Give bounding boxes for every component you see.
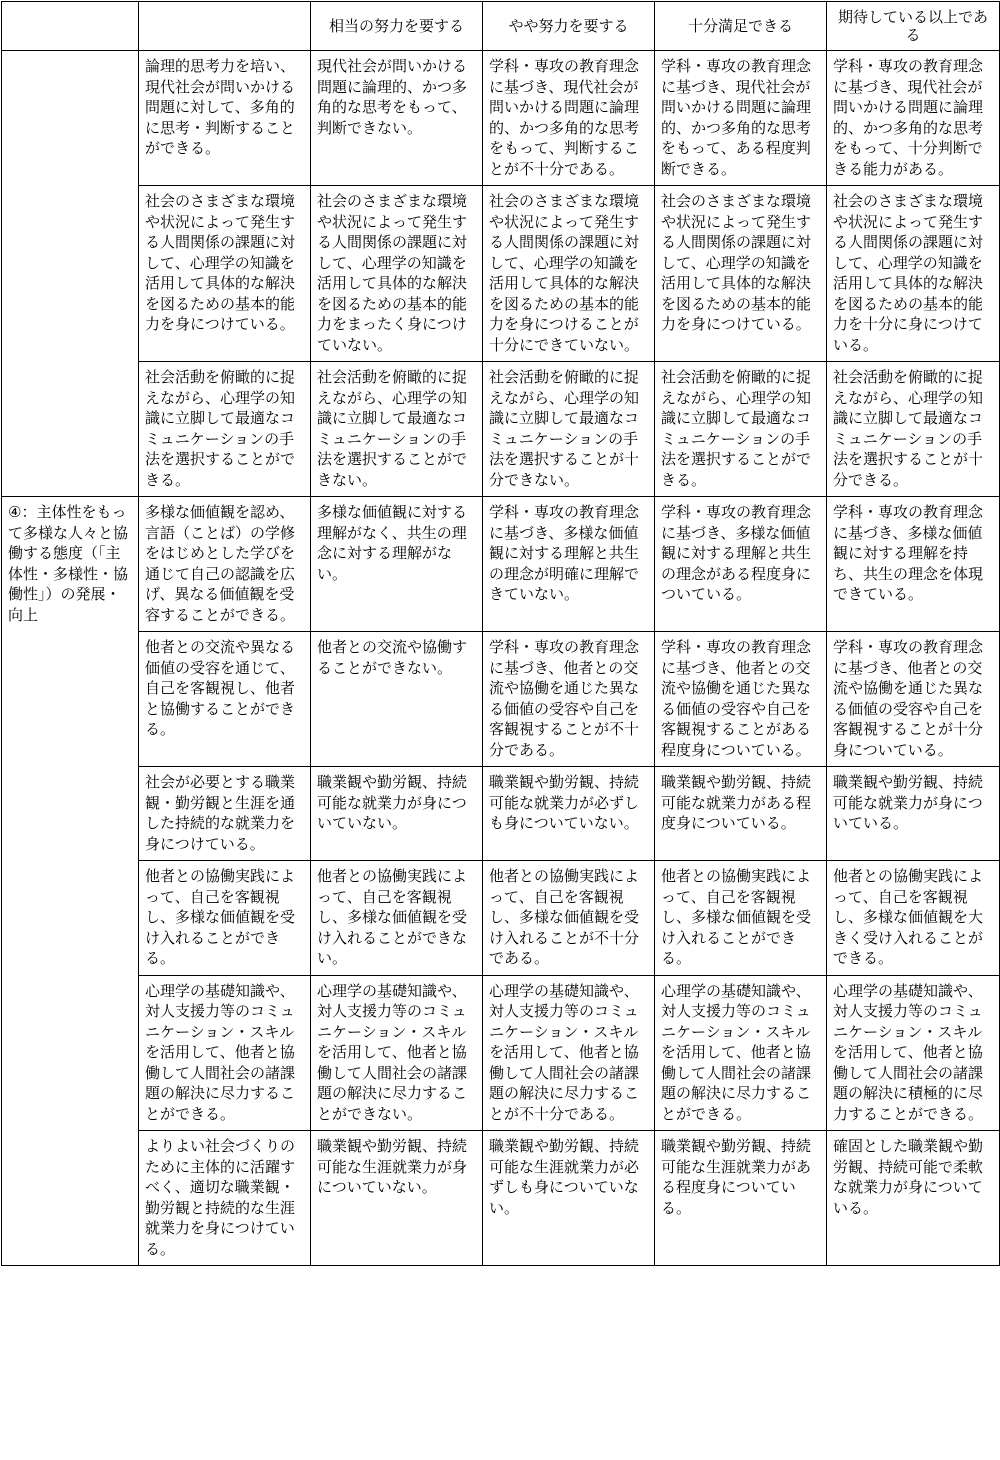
criterion-cell: 論理的思考力を培い、現代社会が問いかける問題に対して、多角的に思考・判断することができる。 bbox=[139, 51, 311, 186]
level-1-cell: 職業観や勤労観、持続可能な就業力が身についていない。 bbox=[311, 767, 483, 861]
criterion-cell: 社会のさまざまな環境や状況によって発生する人間関係の課題に対して、心理学の知識を活用して具体的な解決を図るための基本的能力を身につけている。 bbox=[139, 186, 311, 362]
rubric-table bbox=[1, 1, 1000, 1266]
level-4-cell: 職業観や勤労観、持続可能な就業力が身についている。 bbox=[827, 767, 1000, 861]
level-2-cell: 学科・専攻の教育理念に基づき、他者との交流や協働を通じた異なる価値の受容や自己を客観視することが不十分である。 bbox=[483, 632, 655, 767]
level-4-cell: 他者との協働実践によって、自己を客観視し、多様な価値観を大きく受け入れることができる。 bbox=[827, 861, 1000, 976]
level-4-cell: 学科・専攻の教育理念に基づき、他者との交流や協働を通じた異なる価値の受容や自己を客観視することが十分身についている。 bbox=[827, 632, 1000, 767]
header-level-2: やや努力を要する bbox=[483, 2, 655, 51]
level-1-cell: 多様な価値観に対する理解がなく、共生の理念に対する理解がない。 bbox=[311, 497, 483, 632]
level-3-cell: 心理学の基礎知識や、対人支援力等のコミュニケーション・スキルを活用して、他者と協働して人間社会の諸課題の解決に尽力することができる。 bbox=[655, 975, 827, 1131]
level-3-cell: 社会活動を俯瞰的に捉えながら、心理学の知識に立脚して最適なコミュニケーションの手法を選択することができる。 bbox=[655, 362, 827, 497]
criterion-cell: 社会が必要とする職業観・勤労観と生涯を通した持続的な就業力を身につけている。 bbox=[139, 767, 311, 861]
level-3-cell: 学科・専攻の教育理念に基づき、他者との交流や協働を通じた異なる価値の受容や自己を客観視することがある程度身についている。 bbox=[655, 632, 827, 767]
table-row bbox=[2, 186, 1000, 362]
level-3-cell: 社会のさまざまな環境や状況によって発生する人間関係の課題に対して、心理学の知識を活用して具体的な解決を図るための基本的能力を身につけている。 bbox=[655, 186, 827, 362]
level-3-cell: 学科・専攻の教育理念に基づき、現代社会が問いかける問題に論理的、かつ多角的な思考をもって、ある程度判断できる。 bbox=[655, 51, 827, 186]
table-row bbox=[2, 1131, 1000, 1266]
header-level-4: 期待している以上である bbox=[827, 2, 1000, 51]
level-4-cell: 学科・専攻の教育理念に基づき、現代社会が問いかける問題に論理的、かつ多角的な思考をもって、十分判断できる能力がある。 bbox=[827, 51, 1000, 186]
level-1-cell: 社会のさまざまな環境や状況によって発生する人間関係の課題に対して、心理学の知識を活用して具体的な解決を図るための基本的能力をまったく身につけていない。 bbox=[311, 186, 483, 362]
table-row bbox=[2, 767, 1000, 861]
level-1-cell: 他者との交流や協働することができない。 bbox=[311, 632, 483, 767]
level-2-cell: 心理学の基礎知識や、対人支援力等のコミュニケーション・スキルを活用して、他者と協働して人間社会の諸課題の解決に尽力することが不十分である。 bbox=[483, 975, 655, 1131]
level-1-cell: 社会活動を俯瞰的に捉えながら、心理学の知識に立脚して最適なコミュニケーションの手法を選択することができない。 bbox=[311, 362, 483, 497]
level-3-cell: 他者との協働実践によって、自己を客観視し、多様な価値観を受け入れることができる。 bbox=[655, 861, 827, 976]
criterion-cell: 他者との交流や異なる価値の受容を通じて、自己を客観視し、他者と協働することができる。 bbox=[139, 632, 311, 767]
header-level-1: 相当の努力を要する bbox=[311, 2, 483, 51]
level-2-cell: 学科・専攻の教育理念に基づき、現代社会が問いかける問題に論理的、かつ多角的な思考をもって、判断することが不十分である。 bbox=[483, 51, 655, 186]
criterion-cell: 他者との協働実践によって、自己を客観視し、多様な価値観を受け入れることができる。 bbox=[139, 861, 311, 976]
level-1-cell: 心理学の基礎知識や、対人支援力等のコミュニケーション・スキルを活用して、他者と協働して人間社会の諸課題の解決に尽力することができない。 bbox=[311, 975, 483, 1131]
table-row bbox=[2, 51, 1000, 186]
criterion-cell: よりよい社会づくりのために主体的に活躍すべく、適切な職業観・勤労観と持続的な生涯就業力を身につけている。 bbox=[139, 1131, 311, 1266]
level-1-cell: 他者との協働実践によって、自己を客観視し、多様な価値観を受け入れることができない。 bbox=[311, 861, 483, 976]
header-level-3: 十分満足できる bbox=[655, 2, 827, 51]
criterion-cell: 多様な価値観を認め、言語（ことば）の学修をはじめとした学びを通じて自己の認識を広げ、異なる価値観を受容することができる。 bbox=[139, 497, 311, 632]
table-row bbox=[2, 632, 1000, 767]
criterion-cell: 心理学の基礎知識や、対人支援力等のコミュニケーション・スキルを活用して、他者と協働して人間社会の諸課題の解決に尽力することができる。 bbox=[139, 975, 311, 1131]
group-label: ④：主体性をもって多様な人々と協働する態度（「主体性・多様性・協働性」）の発展・向上 bbox=[2, 497, 139, 1266]
table-row bbox=[2, 497, 1000, 632]
group-label bbox=[2, 51, 139, 497]
table-row bbox=[2, 975, 1000, 1131]
level-2-cell: 職業観や勤労観、持続可能な就業力が必ずしも身についていない。 bbox=[483, 767, 655, 861]
table-row bbox=[2, 861, 1000, 976]
level-2-cell: 他者との協働実践によって、自己を客観視し、多様な価値観を受け入れることが不十分である。 bbox=[483, 861, 655, 976]
level-4-cell: 社会活動を俯瞰的に捉えながら、心理学の知識に立脚して最適なコミュニケーションの手法を選択することが十分できる。 bbox=[827, 362, 1000, 497]
level-2-cell: 社会のさまざまな環境や状況によって発生する人間関係の課題に対して、心理学の知識を活用して具体的な解決を図るための基本的能力を身につけることが十分にできていない。 bbox=[483, 186, 655, 362]
level-2-cell: 学科・専攻の教育理念に基づき、多様な価値観に対する理解と共生の理念が明確に理解できていない。 bbox=[483, 497, 655, 632]
header-category bbox=[2, 2, 139, 51]
level-2-cell: 社会活動を俯瞰的に捉えながら、心理学の知識に立脚して最適なコミュニケーションの手法を選択することが十分できない。 bbox=[483, 362, 655, 497]
criterion-cell: 社会活動を俯瞰的に捉えながら、心理学の知識に立脚して最適なコミュニケーションの手法を選択することができる。 bbox=[139, 362, 311, 497]
level-4-cell: 確固とした職業観や勤労観、持続可能で柔軟な就業力が身についている。 bbox=[827, 1131, 1000, 1266]
level-2-cell: 職業観や勤労観、持続可能な生涯就業力が必ずしも身についていない。 bbox=[483, 1131, 655, 1266]
level-4-cell: 学科・専攻の教育理念に基づき、多様な価値観に対する理解を持ち、共生の理念を体現できている。 bbox=[827, 497, 1000, 632]
level-3-cell: 職業観や勤労観、持続可能な生涯就業力がある程度身についている。 bbox=[655, 1131, 827, 1266]
level-3-cell: 職業観や勤労観、持続可能な就業力がある程度身についている。 bbox=[655, 767, 827, 861]
header-criterion bbox=[139, 2, 311, 51]
table-row bbox=[2, 362, 1000, 497]
level-4-cell: 心理学の基礎知識や、対人支援力等のコミュニケーション・スキルを活用して、他者と協働して人間社会の諸課題の解決に積極的に尽力することができる。 bbox=[827, 975, 1000, 1131]
level-3-cell: 学科・専攻の教育理念に基づき、多様な価値観に対する理解と共生の理念がある程度身についている。 bbox=[655, 497, 827, 632]
level-1-cell: 現代社会が問いかける問題に論理的、かつ多角的な思考をもって、判断できない。 bbox=[311, 51, 483, 186]
level-1-cell: 職業観や勤労観、持続可能な生涯就業力が身についていない。 bbox=[311, 1131, 483, 1266]
header-row bbox=[2, 2, 1000, 51]
level-4-cell: 社会のさまざまな環境や状況によって発生する人間関係の課題に対して、心理学の知識を活用して具体的な解決を図るための基本的能力を十分に身につけている。 bbox=[827, 186, 1000, 362]
